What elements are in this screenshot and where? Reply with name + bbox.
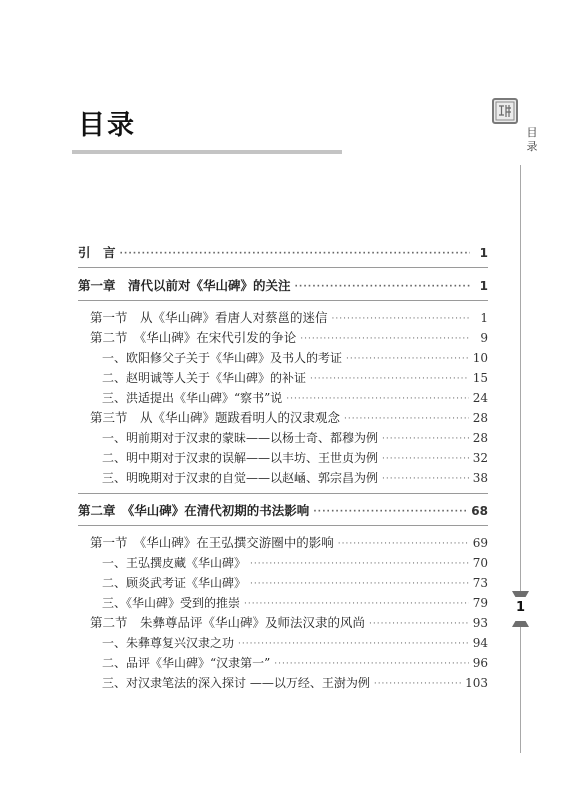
toc-entry-subsection[interactable] — [102, 635, 488, 651]
section-divider — [78, 267, 488, 268]
toc-entry-page: 96 — [472, 656, 488, 670]
toc-entry-section[interactable] — [90, 310, 488, 326]
toc-entry-page: 79 — [472, 596, 488, 610]
toc-entry-label: 二、明中期对于汉隶的误解——以丰坊、王世贞为例 — [102, 451, 379, 465]
toc-entry-label: 第一节 《华山碑》在王弘撰交游圈中的影响 — [90, 535, 334, 550]
toc-entry-page: 9 — [480, 331, 488, 345]
toc-entry-label: 三、对汉隶笔法的深入探讨 ——以万经、王澍为例 — [102, 676, 370, 690]
toc-entry-page: 69 — [472, 536, 488, 550]
section-divider — [78, 300, 488, 301]
dot-leader — [300, 332, 470, 346]
toc-entry-page: 28 — [472, 431, 488, 445]
toc-entry-subsection[interactable] — [102, 430, 488, 446]
toc-entry-subsection[interactable] — [102, 350, 488, 366]
toc-entry-section[interactable] — [90, 410, 488, 426]
dot-leader — [374, 677, 461, 691]
dot-leader — [274, 657, 468, 671]
seal-logo-icon — [492, 98, 518, 124]
dot-leader — [250, 577, 469, 591]
dot-leader — [369, 617, 469, 631]
dot-leader — [332, 312, 470, 326]
dot-leader — [346, 352, 469, 366]
dot-leader — [250, 557, 469, 571]
toc-entry-page: 28 — [472, 411, 488, 425]
toc-entry-page: 38 — [472, 471, 488, 485]
running-head: 目录 — [526, 126, 538, 153]
toc-entry-label: 一、王弘撰皮藏《华山碑》 — [102, 556, 247, 570]
dot-leader — [238, 637, 469, 651]
toc-entry-page: 15 — [472, 371, 488, 385]
toc-entry-page: 94 — [472, 636, 488, 650]
toc-entry-page: 10 — [472, 351, 488, 365]
toc-entry-intro[interactable] — [78, 245, 488, 261]
toc-entry-subsection[interactable] — [102, 575, 488, 591]
toc-entry-section[interactable] — [90, 330, 488, 346]
toc-entry-page: 68 — [471, 504, 488, 518]
toc-entry-page: 93 — [472, 616, 488, 630]
toc-entry-page: 1 — [479, 279, 488, 293]
toc-entry-label: 二、品评《华山碑》“汉隶第一” — [102, 656, 271, 670]
toc-entry-subsection[interactable] — [102, 470, 488, 486]
dot-leader — [382, 432, 469, 446]
toc-entry-label: 第二节 《华山碑》在宋代引发的争论 — [90, 330, 297, 345]
page-number-tab — [512, 591, 529, 627]
toc-entry-subsection[interactable] — [102, 675, 488, 691]
dot-leader — [313, 505, 467, 519]
dot-leader — [338, 537, 469, 551]
toc-entry-label: 三、洪适提出《华山碑》“察书”说 — [102, 391, 283, 405]
toc-entry-subsection[interactable] — [102, 450, 488, 466]
toc-entry-subsection[interactable] — [102, 555, 488, 571]
toc-entry-label: 二、赵明诚等人关于《华山碑》的补证 — [102, 371, 307, 385]
tab-bracket-top — [512, 591, 529, 597]
toc-entry-label: 引 言 — [78, 245, 116, 260]
dot-leader — [120, 247, 470, 261]
dot-leader — [382, 472, 469, 486]
toc-entry-label: 第一节 从《华山碑》看唐人对蔡邕的迷信 — [90, 310, 328, 325]
dot-leader — [295, 280, 470, 294]
toc-entry-subsection[interactable] — [102, 370, 488, 386]
toc-entry-page: 32 — [472, 451, 488, 465]
toc-entry-section[interactable] — [90, 615, 488, 631]
dot-leader — [382, 452, 469, 466]
toc-entry-label: 第一章 清代以前对《华山碑》的关注 — [78, 278, 291, 293]
page-title: 目录 — [78, 110, 136, 141]
toc-entry-label: 第三节 从《华山碑》题跋看明人的汉隶观念 — [90, 410, 341, 425]
toc-entry-label: 第二节 朱彝尊品评《华山碑》及师法汉隶的风尚 — [90, 615, 366, 630]
title-underline — [72, 150, 342, 154]
toc-entry-chapter-1[interactable] — [78, 278, 488, 294]
toc-entry-page: 103 — [465, 676, 488, 690]
toc-entry-label: 一、朱彝尊复兴汉隶之功 — [102, 636, 235, 650]
section-divider — [78, 525, 488, 526]
toc-entry-label: 一、欧阳修父子关于《华山碑》及书人的考证 — [102, 351, 343, 365]
toc-entry-subsection[interactable] — [102, 595, 488, 611]
toc-entry-subsection[interactable] — [102, 390, 488, 406]
tab-bracket-bottom — [512, 621, 529, 627]
toc-entry-page: 73 — [472, 576, 488, 590]
toc-entry-page: 70 — [472, 556, 488, 570]
toc-entry-page: 24 — [472, 391, 488, 405]
margin-rule — [520, 165, 521, 753]
dot-leader — [286, 392, 468, 406]
toc-entry-label: 第二章 《华山碑》在清代初期的书法影响 — [78, 503, 310, 518]
page-number: 1 — [515, 600, 526, 615]
toc-entry-page: 1 — [479, 246, 488, 260]
toc-entry-label: 一、明前期对于汉隶的蒙昧——以杨士奇、都穆为例 — [102, 431, 379, 445]
toc-entry-label: 三、明晚期对于汉隶的自觉——以赵崡、郭宗昌为例 — [102, 471, 379, 485]
toc-entry-chapter-2[interactable] — [78, 503, 488, 519]
section-divider — [78, 493, 488, 494]
toc-entry-label: 三、《华山碑》受到的推崇 — [102, 596, 241, 610]
dot-leader — [310, 372, 469, 386]
dot-leader — [244, 597, 469, 611]
dot-leader — [344, 412, 469, 426]
toc-entry-section[interactable] — [90, 535, 488, 551]
toc-entry-subsection[interactable] — [102, 655, 488, 671]
toc-entry-page: 1 — [480, 311, 488, 325]
toc-entry-label: 二、顾炎武考证《华山碑》 — [102, 576, 247, 590]
